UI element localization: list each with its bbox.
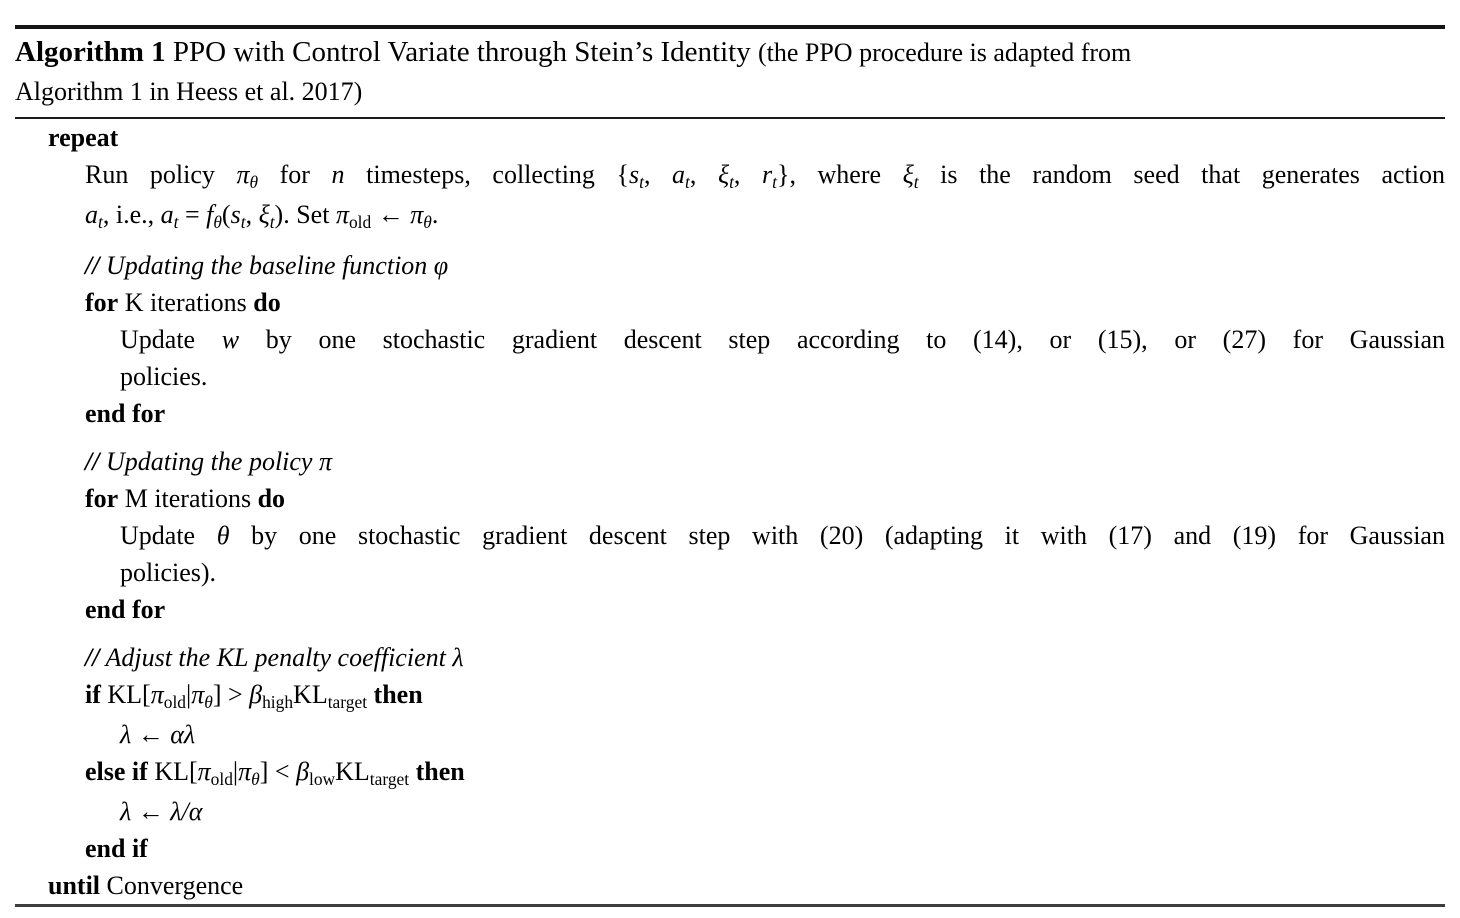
text-segment: low	[309, 769, 336, 790]
text-segment: π	[191, 680, 205, 709]
text-segment: λ	[120, 797, 132, 826]
text-segment: ] <	[259, 757, 297, 786]
text-segment: ←	[131, 797, 171, 826]
text-segment: t	[269, 212, 275, 233]
text-segment: do	[257, 484, 286, 513]
text-segment: Updating the policy π	[99, 447, 332, 476]
algorithm-line	[120, 358, 1445, 395]
text-segment: Run policy	[85, 160, 237, 189]
text-segment: for	[85, 288, 119, 317]
text-segment: old	[210, 769, 233, 790]
text-segment: ξ	[258, 200, 270, 229]
text-segment: β	[249, 680, 263, 709]
top-rule	[15, 25, 1445, 29]
text-segment: Update	[120, 521, 217, 550]
text-segment: do	[253, 288, 281, 317]
text-segment: π	[150, 680, 164, 709]
text-segment: is the random seed that generates action	[918, 160, 1445, 189]
text-segment: Algorithm 1	[15, 36, 166, 68]
text-segment: policies.	[120, 362, 208, 391]
text-segment: s	[628, 160, 640, 189]
text-segment: π	[335, 200, 349, 229]
text-segment: θ	[251, 769, 260, 790]
text-segment: =	[178, 200, 207, 229]
algorithm-line	[85, 395, 1445, 432]
text-segment: ,	[689, 160, 718, 189]
algorithm-line	[85, 196, 1445, 236]
text-segment: Convergence	[100, 871, 244, 900]
text-segment: r	[762, 160, 773, 189]
algorithm-title-line	[15, 72, 1445, 111]
text-segment: θ	[249, 172, 259, 193]
text-segment: , i.e.,	[102, 200, 161, 229]
text-segment: Adjust the KL penalty coefficient λ	[99, 643, 464, 672]
text-segment: //	[85, 251, 100, 280]
text-segment: |	[186, 680, 192, 709]
text-segment: λ/α	[170, 797, 203, 826]
text-segment: old	[163, 692, 186, 713]
text-segment: t	[240, 212, 246, 233]
text-segment: end if	[85, 834, 148, 863]
text-segment: KL	[335, 757, 370, 786]
text-segment: ←	[371, 200, 411, 229]
text-segment: for	[258, 160, 332, 189]
text-segment: }, where	[776, 160, 903, 189]
algorithm-line	[85, 443, 1445, 480]
text-segment: θ	[216, 521, 230, 550]
text-segment: else if	[85, 757, 148, 786]
text-segment: high	[262, 692, 294, 713]
algorithm-line	[85, 753, 1445, 793]
algorithm-line	[85, 156, 1445, 196]
text-segment: //	[85, 643, 100, 672]
algorithm-line	[85, 591, 1445, 628]
algorithm-line	[120, 716, 1445, 753]
text-segment: Updating the baseline function φ	[99, 251, 449, 280]
text-segment: M iterations	[118, 484, 258, 513]
text-segment: t	[772, 172, 777, 193]
text-segment: a	[85, 200, 98, 229]
text-segment: ). Set	[274, 200, 336, 229]
text-segment: t	[913, 172, 919, 193]
text-segment: t	[98, 212, 103, 233]
text-segment: target	[369, 769, 410, 790]
algorithm-line	[120, 321, 1445, 358]
text-segment: t	[173, 212, 179, 233]
algorithm-line	[85, 284, 1445, 321]
text-segment: θ	[423, 212, 432, 233]
algorithm-line	[120, 793, 1445, 830]
text-segment: t	[639, 172, 644, 193]
text-segment: timesteps, collecting {	[344, 160, 629, 189]
algorithm-line	[85, 676, 1445, 716]
text-segment: (the PPO procedure is adapted from	[757, 38, 1132, 67]
text-segment: f	[206, 200, 214, 229]
text-segment: KL[	[147, 757, 198, 786]
algorithm-title-line	[15, 33, 1445, 72]
text-segment: ,	[245, 200, 259, 229]
text-segment: end for	[85, 595, 166, 624]
text-segment: then	[373, 680, 423, 709]
text-segment: t	[685, 172, 690, 193]
text-segment: ←	[131, 720, 171, 749]
text-segment: ,	[733, 160, 762, 189]
algorithm-line	[85, 247, 1445, 284]
text-segment: π	[236, 160, 250, 189]
text-segment: if	[85, 680, 101, 709]
text-segment: for	[85, 484, 119, 513]
text-segment: repeat	[48, 123, 119, 152]
text-segment: until	[48, 871, 101, 900]
text-segment: (	[221, 200, 231, 229]
text-segment: old	[348, 212, 372, 233]
text-segment: by one stochastic gradient descent step with (20) (adapting it with (17) and (19) for Gaussian	[229, 521, 1445, 550]
text-segment: t	[729, 172, 734, 193]
algorithm-line	[85, 480, 1445, 517]
text-segment: end for	[85, 399, 166, 428]
algorithm-line	[85, 830, 1445, 867]
text-segment: //	[85, 447, 100, 476]
text-segment: Algorithm 1 in Heess et al. 2017)	[15, 77, 363, 106]
text-segment: s	[230, 200, 241, 229]
text-segment: KL	[293, 680, 328, 709]
text-segment: ξ	[717, 160, 730, 189]
text-segment: w	[221, 325, 240, 354]
text-segment: KL[	[100, 680, 151, 709]
text-segment: PPO with Control Variate through Stein’s Identity	[165, 36, 758, 68]
bottom-rule	[15, 904, 1445, 907]
text-segment: β	[296, 757, 310, 786]
text-segment: target	[327, 692, 368, 713]
text-segment: then	[415, 757, 465, 786]
text-segment: K iterations	[118, 288, 254, 317]
text-segment: θ	[213, 212, 222, 233]
text-segment: θ	[204, 692, 213, 713]
algorithm-line	[48, 867, 1445, 904]
text-segment: a	[672, 160, 686, 189]
algorithm-title	[15, 33, 1445, 111]
algorithm-line	[48, 119, 1445, 156]
text-segment: ] >	[212, 680, 250, 709]
text-segment: .	[431, 200, 439, 229]
algorithm-line	[120, 517, 1445, 554]
text-segment: λ	[120, 720, 132, 749]
text-segment: ,	[643, 160, 673, 189]
algorithm-line	[120, 554, 1445, 591]
text-segment: |	[232, 757, 239, 786]
text-segment: ξ	[902, 160, 914, 189]
text-segment: π	[197, 757, 211, 786]
algorithm-line	[85, 639, 1445, 676]
algorithm-pseudocode	[15, 119, 1445, 904]
text-segment: αλ	[170, 720, 196, 749]
text-segment: policies).	[120, 558, 217, 587]
text-segment: n	[331, 160, 345, 189]
text-segment: π	[238, 757, 252, 786]
text-segment: a	[160, 200, 174, 229]
text-segment: by one stochastic gradient descent step according to (14), or (15), or (27) for Gaussian	[239, 325, 1445, 354]
text-segment: π	[410, 200, 424, 229]
text-segment: Update	[120, 325, 222, 354]
